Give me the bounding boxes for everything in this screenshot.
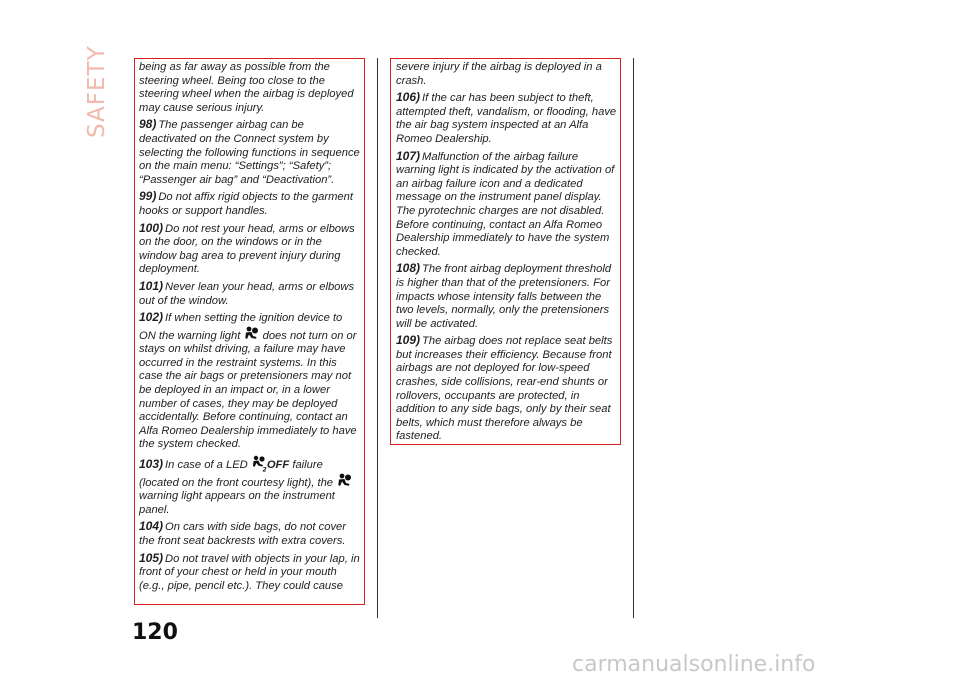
note-101 [139,280,361,308]
note-105 [139,552,361,594]
watermark: carmanualsonline.info [572,652,816,677]
section-tab [84,38,108,138]
note-number: 99) [139,189,157,204]
note-intro-left: being as far away as possible from the steering wheel. Being too close to the steering wheel when the airbag is deployed may cause serious injury. [139,61,354,114]
note-text: The front airbag deployment threshold is higher than that of the pretensioners. For impacts whose intensity falls between the two levels, normally, only the pretensioners will be activated. [396,263,612,330]
note-109 [396,334,617,444]
note-text: The airbag does not replace seat belts but increases their efficiency. Because front airbags are not deployed for low-speed crashes, side collisions, rear-end shunts or rollovers, occupants are protected, in addition to any side bags, only by their seat belts, which must therefore always be fastened. [396,335,613,443]
svg-text:2: 2 [262,466,267,473]
note-intro-right: severe injury if the airbag is deployed in a crash. [396,61,602,87]
passenger-airbag-off-icon [251,455,267,472]
note-text: The passenger airbag can be deactivated on the Connect system by selecting the following functions in sequence on the main menu: “Settings”; “Safety”; “Passenger air bag” and “Deactivation”. [139,119,360,186]
airbag-warning-icon [336,473,352,490]
note-number: 104) [139,519,164,534]
note-text: warning light appears on the instrument panel. [139,490,335,516]
note-107 [396,150,617,260]
note-number: 98) [139,117,157,132]
note-number: 106) [396,90,421,105]
warning-box-left [134,58,365,605]
section-tab-label: SAFETY [84,45,110,138]
note-text: If when setting the ignition device to ON the warning light [139,312,343,342]
note-number: 105) [139,550,164,565]
note-102 [139,311,361,452]
note-number: 107) [396,148,421,163]
note-text: Malfunction of the airbag failure warning light is indicated by the activation of an airbag failure icon and a dedicated message on the instrument panel display. The pyrotechnic charges are not disabled. Before continuing, contact an Alfa Romeo Dealership immediately to have the system checked. [396,150,615,258]
note-text: Do not travel with objects in your lap, in front of your chest or held in your mouth (e.g., pipe, pencil etc.). They could cause [139,552,360,592]
note-text: In case of a LED [165,459,248,472]
warning-box-right [390,58,621,445]
note-text: Do not rest your head, arms or elbows on the door, on the windows or in the window bag area to prevent injury during deployment. [139,222,355,276]
note-104 [139,520,361,548]
note-98 [139,118,361,187]
page-number: 120 [132,620,178,645]
column-divider [633,58,634,618]
note-text: If the car has been subject to theft, attempted theft, vandalism, or flooding, have the air bag system inspected at an Alfa Romeo Dealership. [396,92,617,145]
note-106 [396,91,617,146]
airbag-warning-icon [243,326,259,343]
note-108 [396,262,617,331]
note-number: 102) [139,310,164,325]
note-100 [139,222,361,277]
note-text: failure (located on the front courtesy light), the [139,459,334,489]
note-number: 109) [396,333,421,348]
note-number: 108) [396,261,421,276]
note-text: Do not affix rigid objects to the garment hooks or support handles. [139,191,353,217]
off-label: OFF [266,459,290,472]
note-text: Never lean your head, arms or elbows out of the window. [139,280,355,307]
note-103 [139,455,361,517]
note-number: 100) [139,220,164,235]
note-text: On cars with side bags, do not cover the front seat backrests with extra covers. [139,521,346,547]
note-number: 103) [139,457,164,472]
note-text: does not turn on or stays on whilst driving, a failure may have occurred in the restraint systems. In this case the air bags or pretensioners may not be deployed in an impact or, in a lower number of cases, they may be deployed accidentally. Before continuing, contact an Alfa Romeo Dealership immediately to have the system checked. [139,329,357,451]
column-divider [377,58,378,618]
note-99 [139,190,361,218]
note-number: 101) [139,278,164,293]
